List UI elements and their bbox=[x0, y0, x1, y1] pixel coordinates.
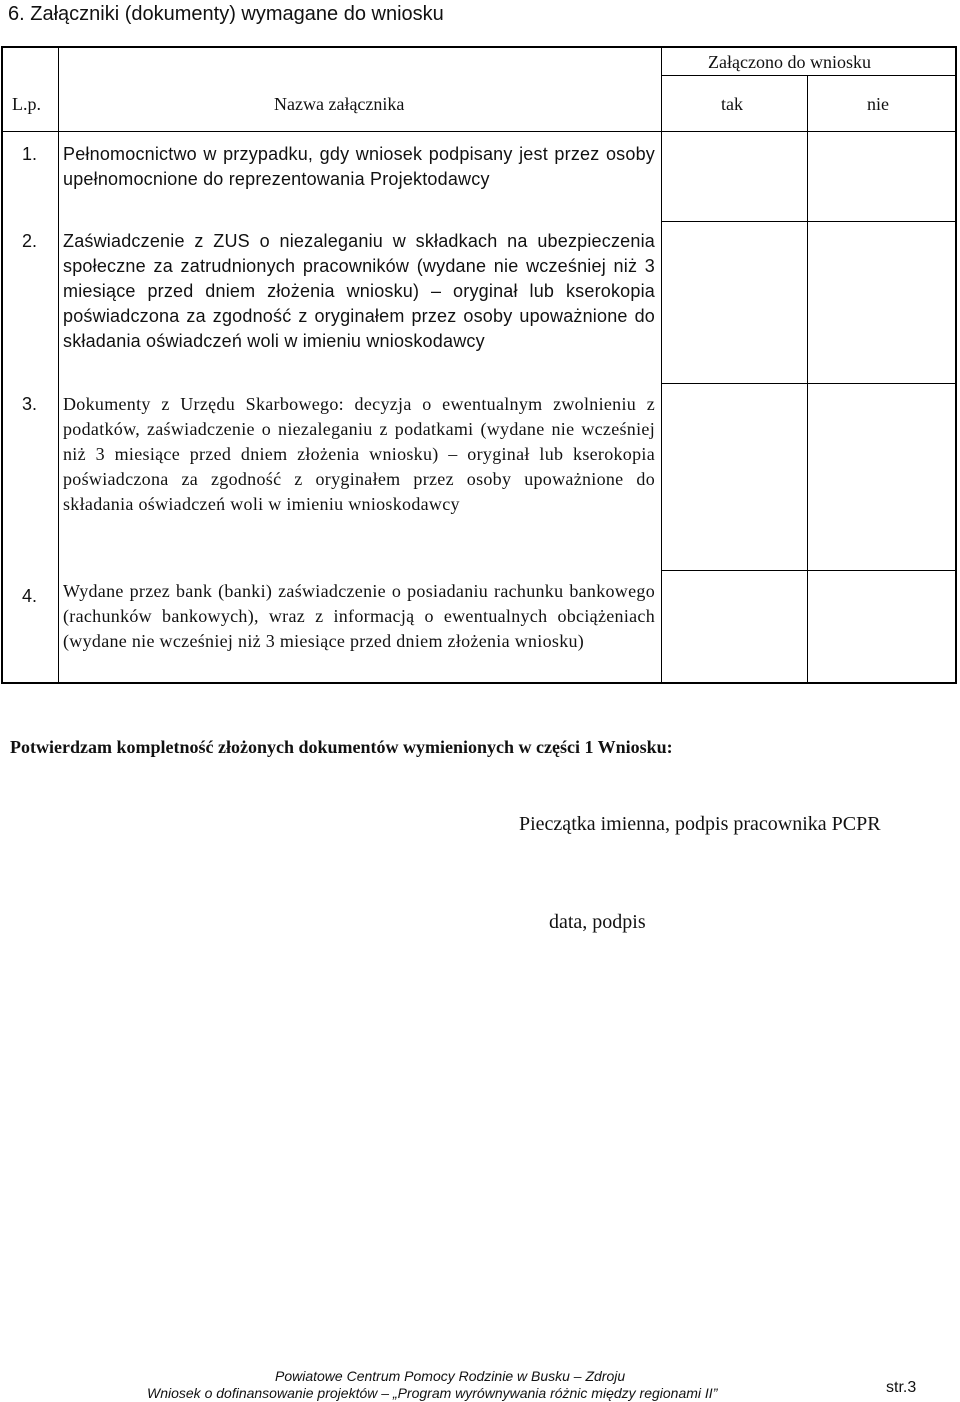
row-2-yes-cell[interactable] bbox=[662, 222, 807, 383]
header-yes: tak bbox=[721, 94, 743, 114]
row-1-number: 1. bbox=[22, 144, 38, 164]
row-1-yes-cell[interactable] bbox=[662, 132, 807, 221]
page-number: str.3 bbox=[886, 1379, 917, 1396]
confirmation-statement: Potwierdzam kompletność złożonych dokumentów wymienionych w części 1 Wniosku: bbox=[10, 737, 673, 757]
row-3-number: 3. bbox=[22, 394, 38, 414]
table-border-top bbox=[1, 46, 957, 48]
header-lp: L.p. bbox=[12, 94, 41, 114]
header-name: Nazwa załącznika bbox=[274, 94, 405, 114]
table-border-bottom bbox=[1, 682, 957, 684]
row-4-text: Wydane przez bank (banki) zaświadczenie o posiadaniu rachunku bankowego (rachunków bankowych), wraz z informacją o ewentualnych obciążeniach (wydane nie wcześniej niż 3 miesiące przed dniem złożenia wniosku) bbox=[63, 581, 655, 651]
date-signature-label: data, podpis bbox=[549, 911, 646, 933]
row-4-yes-cell[interactable] bbox=[662, 571, 807, 682]
footer-institution: Powiatowe Centrum Pomocy Rodzinie w Busku – Zdroju bbox=[275, 1368, 626, 1384]
row-1-text: Pełnomocnictwo w przypadku, gdy wniosek podpisany jest przez osoby upełnomocnione do reprezentowania Projektodawcy bbox=[63, 144, 655, 189]
row-4-no-cell[interactable] bbox=[808, 571, 955, 682]
header-attached: Załączono do wniosku bbox=[708, 52, 871, 72]
row-3-no-cell[interactable] bbox=[808, 384, 955, 570]
row-3-text: Dokumenty z Urzędu Skarbowego: decyzja o ewentualnym zwolnieniu z podatków, zaświadczenie o niezaleganiu z podatkami (wydane nie wcześniej niż 3 miesiące przed dniem złożenia wniosku) – oryginał lub kserokopia poświadczona za zgodność z oryginałem przez osoby upoważnione do składania oświadczeń woli w imieniu wnioskodawcy bbox=[63, 394, 655, 514]
col-divider-lp bbox=[58, 46, 59, 684]
table-border-left bbox=[1, 46, 3, 684]
header-divider-attached bbox=[661, 75, 957, 76]
row-2-text: Zaświadczenie z ZUS o niezaleganiu w składkach na ubezpieczenia społeczne za zatrudnionych pracowników (wydane nie wcześniej niż 3 miesiące przed dniem złożenia wniosku) – oryginał lub kserokopia poświadczona za zgodność z oryginałem przez osoby upoważnione do składania oświadczeń woli w imieniu wnioskodawcy bbox=[63, 231, 655, 351]
stamp-signature-label: Pieczątka imienna, podpis pracownika PCPR bbox=[519, 813, 881, 835]
row-3-yes-cell[interactable] bbox=[662, 384, 807, 570]
header-no: nie bbox=[867, 94, 889, 114]
row-1-no-cell[interactable] bbox=[808, 132, 955, 221]
row-4-number: 4. bbox=[22, 586, 38, 606]
row-2-no-cell[interactable] bbox=[808, 222, 955, 383]
row-2-number: 2. bbox=[22, 231, 38, 251]
footer-program: Wniosek o dofinansowanie projektów – „Program wyrównywania różnic między regionami II” bbox=[147, 1385, 718, 1401]
section-title: 6. Załączniki (dokumenty) wymagane do wniosku bbox=[8, 3, 444, 25]
table-border-right bbox=[955, 46, 957, 684]
